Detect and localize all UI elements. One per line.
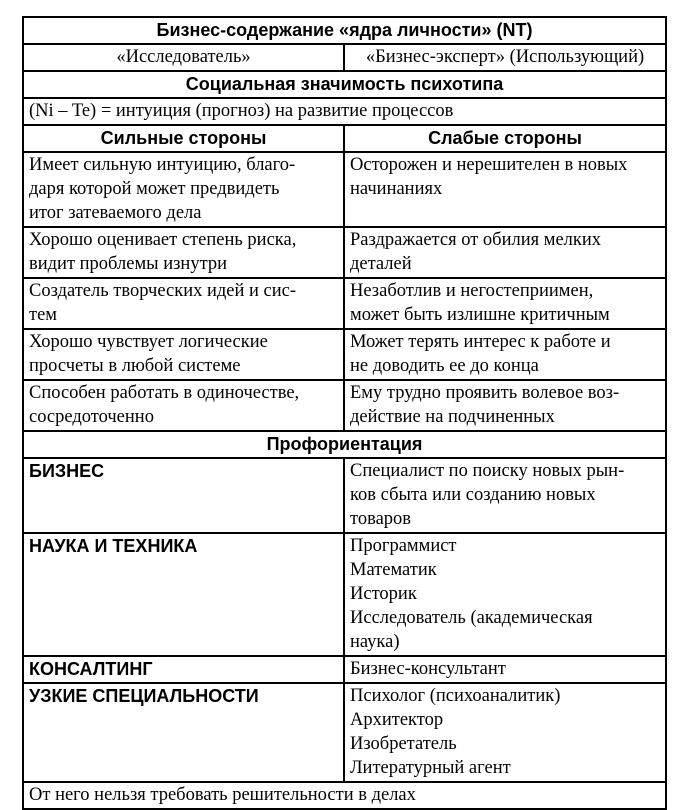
social-significance-heading: Социальная значимость психотипа [23,71,666,98]
career-role: Литературный агент [350,758,511,778]
career-role: ков сбыта или созданию новых [350,485,596,505]
career-role: Бизнес-консультант [350,659,506,679]
strength-cell [23,278,344,329]
career-role: Программист [350,536,457,556]
strength-line: просчеты в любой системе [29,356,241,376]
strength-line: тем [29,305,58,325]
formula-row [23,98,666,125]
strength-line: видит проблемы изнутри [29,254,228,274]
career-heading-row [23,431,666,458]
strength-line: даря которой может предвидеть [29,179,280,199]
weakness-line: деталей [350,254,412,274]
table-title: Бизнес-содержание «ядра личности» (NT) [23,17,666,44]
career-role: Психолог (психоаналитик) [350,686,561,706]
career-area: КОНСАЛТИНГ [23,656,344,683]
trait-row [23,329,666,380]
career-row [23,458,666,533]
footer-row [23,782,666,809]
weakness-cell [344,380,666,431]
career-role: Изобретатель [350,734,457,754]
career-role: Специалист по поиску новых рын- [350,461,625,481]
strength-cell [23,329,344,380]
career-role: Математик [350,560,437,580]
subtype-researcher: «Исследователь» [23,44,344,71]
social-heading-row [23,71,666,98]
career-role: Исследователь (академическая [350,608,593,628]
career-area: БИЗНЕС [23,458,344,533]
career-area: НАУКА И ТЕХНИКА [23,533,344,656]
weakness-line: действие на подчиненных [350,407,555,427]
strength-cell [23,227,344,278]
weakness-line: не доводить ее до конца [350,356,539,376]
career-role: товаров [350,509,412,529]
career-roles [344,683,666,782]
strength-line: сосредоточенно [29,407,154,427]
career-role: Историк [350,584,417,604]
career-roles [344,533,666,656]
weakness-cell [344,152,666,227]
career-roles [344,656,666,683]
trait-row [23,227,666,278]
weakness-line: Незаботлив и негостеприимен, [350,281,594,301]
trait-row [23,380,666,431]
career-role: наука) [350,632,400,652]
weakness-line: Ему трудно проявить волевое воз- [350,383,620,403]
columns-header-row [23,125,666,152]
strength-line: Способен работать в одиночестве, [29,383,300,403]
nt-business-content-table [22,16,667,810]
career-row [23,683,666,782]
career-role: Архитектор [350,710,444,730]
strengths-header: Сильные стороны [23,125,344,152]
career-roles [344,458,666,533]
weaknesses-header: Слабые стороны [344,125,666,152]
weakness-line: начинаниях [350,179,443,199]
weakness-line: может быть излишне критичным [350,305,610,325]
trait-row [23,278,666,329]
footer-note: От него нельзя требовать решительности в делах [23,782,666,809]
weakness-line: Раздражается от обилия мелких [350,230,602,250]
title-row [23,17,666,44]
strength-line: Хорошо оценивает степень риска, [29,230,297,250]
weakness-cell [344,227,666,278]
strength-cell [23,152,344,227]
career-area: УЗКИЕ СПЕЦИАЛЬНОСТИ [23,683,344,782]
strength-line: Создатель творческих идей и сис- [29,281,297,301]
strength-cell [23,380,344,431]
weakness-cell [344,329,666,380]
weakness-line: Осторожен и нерешителен в новых [350,155,628,175]
subtype-row [23,44,666,71]
strength-line: Хорошо чувствует логические [29,332,268,352]
strength-line: Имеет сильную интуицию, благо- [29,155,296,175]
weakness-line: Может терять интерес к работе и [350,332,611,352]
career-row [23,656,666,683]
strength-line: итог затеваемого дела [29,203,202,223]
psychotype-formula: (Ni – Te) = интуиция (прогноз) на развитие процессов [23,98,666,125]
career-row [23,533,666,656]
subtype-business-expert: «Бизнес-эксперт» (Использующий) [344,44,666,71]
weakness-cell [344,278,666,329]
career-orientation-heading: Профориентация [23,431,666,458]
trait-row [23,152,666,227]
